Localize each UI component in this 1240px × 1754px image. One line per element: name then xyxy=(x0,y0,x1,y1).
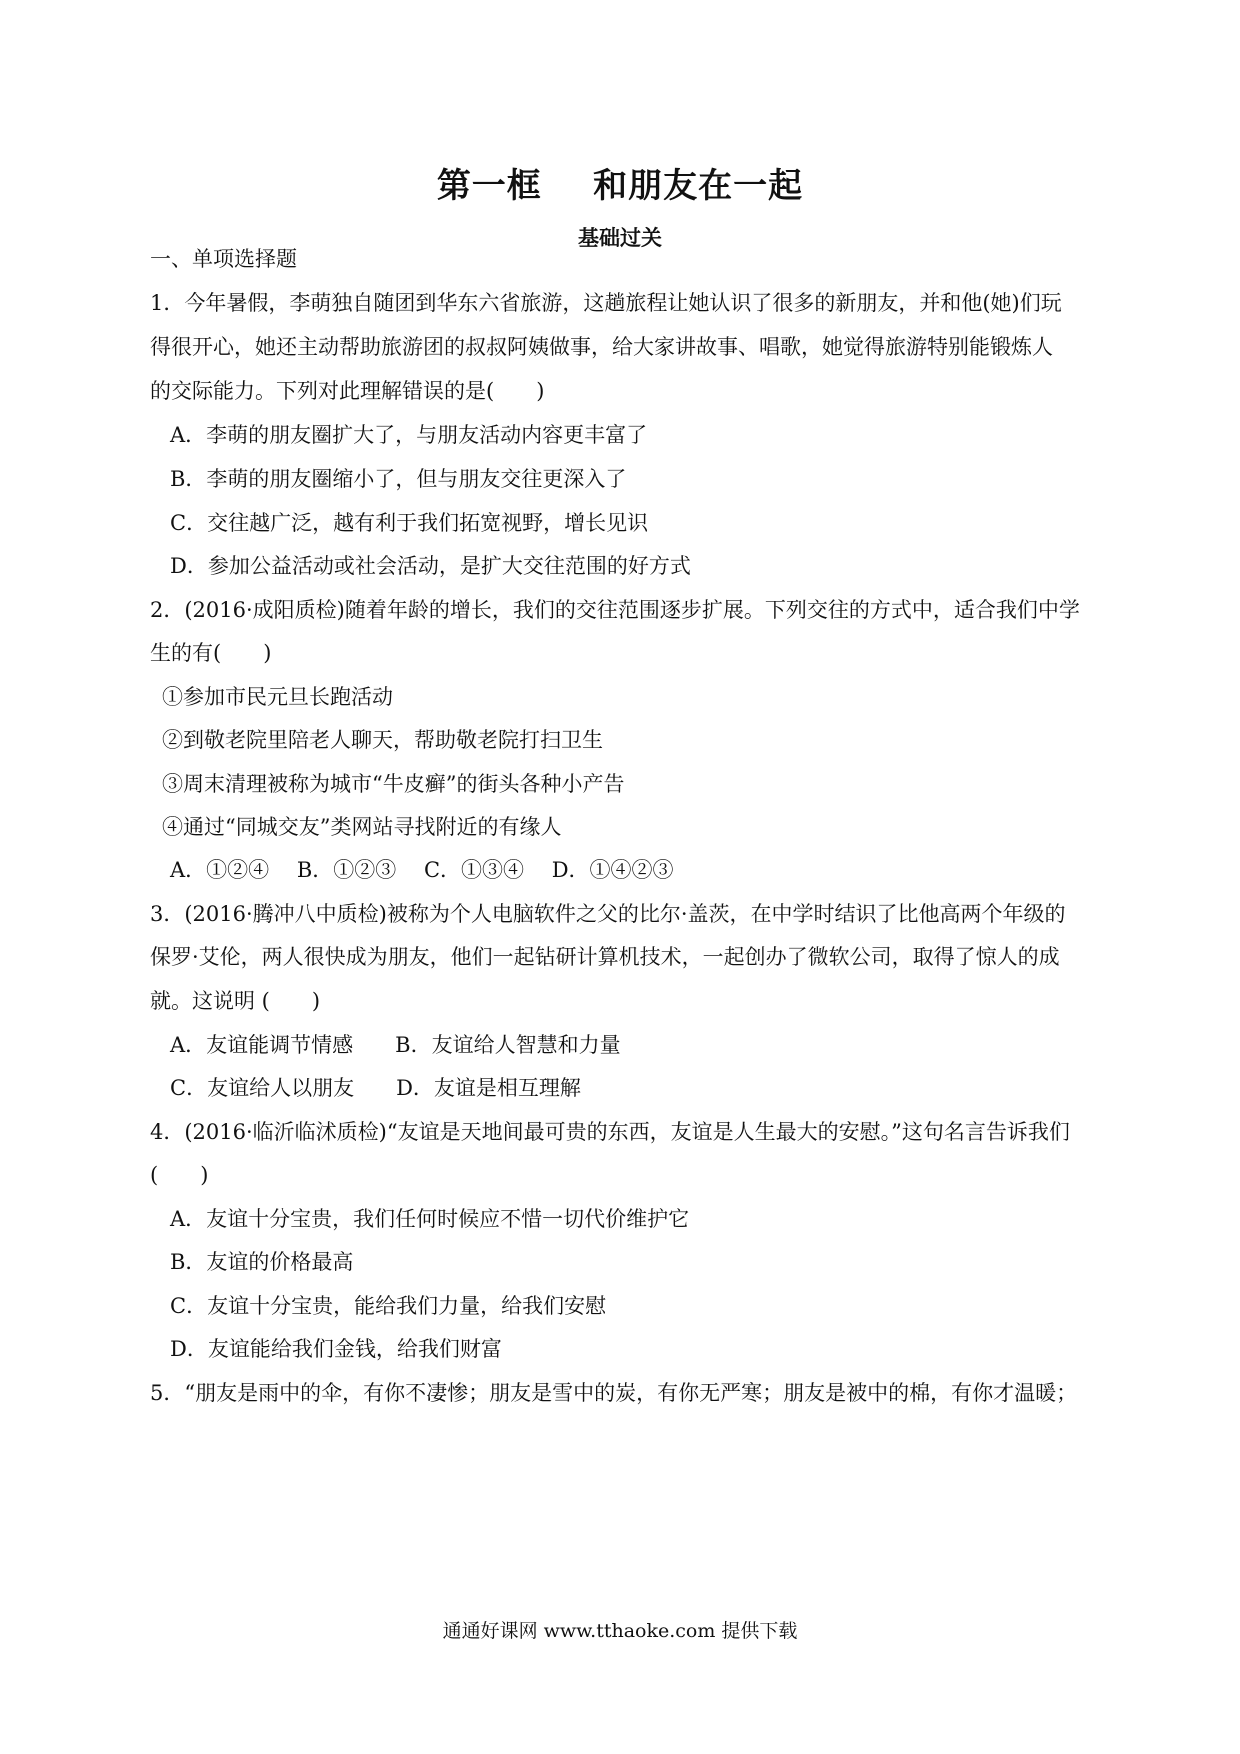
q3-options-row-2: C．友谊给人以朋友 D．友谊是相互理解 xyxy=(170,1076,581,1100)
q1-stem-line-3: 的交际能力。下列对此理解错误的是( ) xyxy=(150,379,545,403)
q1-stem-line-1: 1．今年暑假，李萌独自随团到华东六省旅游，这趟旅程让她认识了很多的新朋友，并和他(她)们玩 xyxy=(150,291,1062,315)
q3-options-row-1: A．友谊能调节情感 B．友谊给人智慧和力量 xyxy=(170,1033,621,1057)
q2-item-4: ④通过“同城交友”类网站寻找附近的有缘人 xyxy=(162,815,562,839)
section-heading: 一、单项选择题 xyxy=(150,247,297,271)
q1-option-a: A．李萌的朋友圈扩大了，与朋友活动内容更丰富了 xyxy=(170,423,648,447)
q4-option-b: B．友谊的价格最高 xyxy=(170,1250,354,1274)
q4-stem-line-2: ( ) xyxy=(150,1163,209,1187)
q4-option-a: A．友谊十分宝贵，我们任何时候应不惜一切代价维护它 xyxy=(170,1207,690,1231)
q2-stem-line-1: 2．(2016·成阳质检)随着年龄的增长，我们的交往范围逐步扩展。下列交往的方式中，适合我们中学 xyxy=(150,598,1080,622)
q4-stem-line-1: 4．(2016·临沂临沭质检)“友谊是天地间最可贵的东西，友谊是人生最大的安慰。”这句名言告诉我们 xyxy=(150,1120,1070,1144)
q1-option-c: C．交往越广泛，越有利于我们拓宽视野，增长见识 xyxy=(170,511,649,535)
q2-item-3: ③周末清理被称为城市“牛皮癣”的街头各种小产告 xyxy=(162,772,625,796)
q3-stem-line-1: 3．(2016·腾冲八中质检)被称为个人电脑软件之父的比尔·盖茨，在中学时结识了比他高两个年级的 xyxy=(150,902,1066,926)
q3-stem-line-3: 就。这说明 ( ) xyxy=(150,989,321,1013)
q1-option-b: B．李萌的朋友圈缩小了，但与朋友交往更深入了 xyxy=(170,467,627,491)
q2-item-1: ①参加市民元旦长跑活动 xyxy=(162,685,393,709)
q2-item-2: ②到敬老院里陪老人聊天，帮助敬老院打扫卫生 xyxy=(162,728,603,752)
page-subtitle: 基础过关 xyxy=(578,225,662,250)
q4-option-d: D．友谊能给我们金钱，给我们财富 xyxy=(170,1337,502,1361)
q2-options: A．①②④ B．①②③ C．①③④ D．①④②③ xyxy=(170,858,674,882)
page-footer: 通通好课网 www.tthaoke.com 提供下载 xyxy=(442,1620,798,1642)
q1-stem-line-2: 得很开心，她还主动帮助旅游团的叔叔阿姨做事，给大家讲故事、唱歌，她觉得旅游特别能锻炼人 xyxy=(150,335,1053,359)
q1-option-d: D．参加公益活动或社会活动，是扩大交往范围的好方式 xyxy=(170,554,691,578)
q4-option-c: C．友谊十分宝贵，能给我们力量，给我们安慰 xyxy=(170,1294,607,1318)
q5-stem-line-1: 5．“朋友是雨中的伞，有你不凄惨；朋友是雪中的炭，有你无严寒；朋友是被中的棉，有你才温暖； xyxy=(150,1381,1078,1405)
page-title: 第一框 和朋友在一起 xyxy=(436,166,804,206)
q3-stem-line-2: 保罗·艾伦，两人很快成为朋友，他们一起钻研计算机技术，一起创办了微软公司，取得了惊人的成 xyxy=(150,945,1060,969)
q2-stem-line-2: 生的有( ) xyxy=(150,641,272,665)
